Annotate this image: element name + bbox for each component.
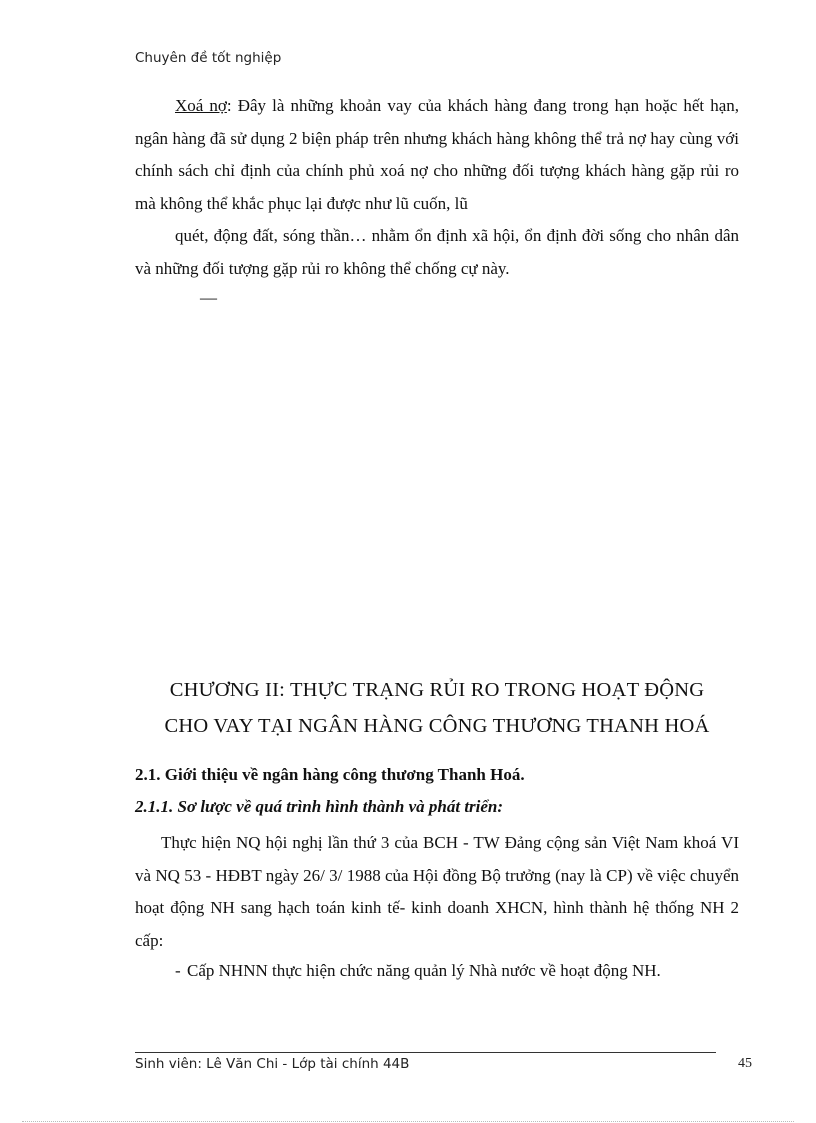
- paragraph-history: Thực hiện NQ hội nghị lần thứ 3 của BCH - TW Đảng cộng sản Việt Nam khoá VI và NQ 53 - HĐBT ngày 26/ 3/ 1988 của Hội đồng Bộ trưởng (nay là CP) về việc chuyển hoạt động NH sang hạch toán kinh tế- kinh doanh XHCN, hình thành hệ thống NH 2 cấp:: [135, 833, 739, 950]
- list-item-text: Cấp NHNN thực hiện chức năng quản lý Nhà nước về hoạt động NH.: [187, 961, 661, 980]
- paragraph-debt-write-off: [135, 90, 739, 220]
- chapter-title-line-2: CHO VAY TẠI NGÂN HÀNG CÔNG THƯƠNG THANH HOÁ: [164, 715, 710, 737]
- chapter-title-line-1: CHƯƠNG II: THỰC TRẠNG RỦI RO TRONG HOẠT ĐỘNG: [169, 679, 705, 701]
- paragraph-text: : Đây là những khoản vay của khách hàng đang trong hạn hoặc hết hạn, ngân hàng đã sử dụng 2 biện pháp trên nhưng khách hàng không thể trả nợ hay cùng với chính sách chỉ định của chính phủ xoá nợ cho những đối tượng khách hàng gặp rủi ro mà không thể khắc phục lại được như lũ cuốn, lũ: [135, 96, 740, 213]
- paragraph-continuation: quét, động đất, sóng thần… nhằm ổn định xã hội, ổn định đời sống cho nhân dân và những đối tượng gặp rủi ro không thể chống cự này.: [135, 226, 739, 278]
- chapter-title: [120, 672, 754, 744]
- page-number: 45: [738, 1056, 752, 1071]
- term-debt-write-off: Xoá nợ: [175, 96, 227, 115]
- bullet-marker: -: [175, 961, 181, 980]
- separator-dash: —: [200, 288, 217, 307]
- page-footer: Sinh viên: Lê Văn Chi - Lớp tài chính 44B: [135, 1056, 410, 1072]
- section-heading-2-1: 2.1. Giới thiệu về ngân hàng công thương Thanh Hoá.: [135, 765, 525, 784]
- list-item: [175, 961, 661, 981]
- section-heading-2-1-1: 2.1.1. Sơ lược về quá trình hình thành và phát triển:: [135, 797, 504, 816]
- page-header: Chuyên đề tốt nghiệp: [135, 50, 282, 66]
- page-bottom-border: [22, 1121, 794, 1122]
- footer-divider: [135, 1052, 716, 1053]
